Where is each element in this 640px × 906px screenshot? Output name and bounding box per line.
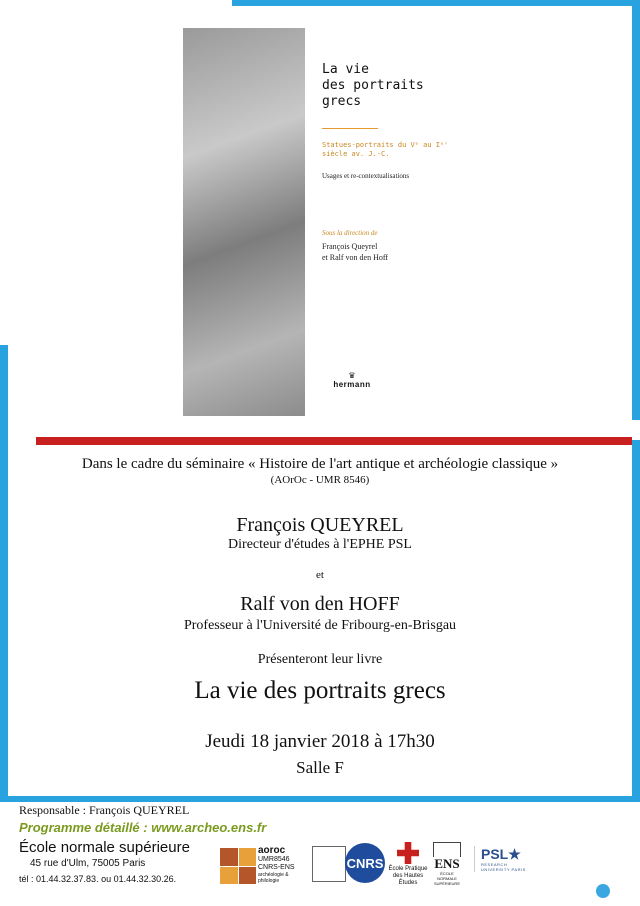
event-room: Salle F bbox=[296, 758, 344, 777]
cover-title: La vie des portraits grecs bbox=[322, 62, 424, 109]
aoroc-line-3: archéologie & philologie bbox=[258, 872, 289, 884]
speaker-2-title: Professeur à l'Université de Fribourg-en-Brisgau bbox=[183, 618, 457, 633]
publisher-logo bbox=[322, 372, 382, 389]
publisher-mark-icon: ♛ bbox=[348, 371, 356, 380]
aoroc-line-2: CNRS-ENS bbox=[258, 864, 295, 871]
ens-building-icon bbox=[433, 842, 461, 857]
speaker-1-title: Directeur d'études à l'EPHE PSL bbox=[228, 537, 412, 552]
conjunction: et bbox=[316, 569, 324, 581]
ephe-cross-icon bbox=[397, 842, 419, 864]
program-link[interactable]: Programme détaillé : www.archeo.ens.fr bbox=[19, 820, 267, 835]
frame-top bbox=[232, 0, 640, 6]
cover-usage: Usages et re-contextualisations bbox=[322, 172, 410, 180]
school-address: 45 rue d'Ulm, 75005 Paris bbox=[30, 858, 146, 869]
ens-subtext: ÉCOLE NORMALE SUPÉRIEURE bbox=[433, 871, 460, 886]
event-date: Jeudi 18 janvier 2018 à 17h30 bbox=[205, 731, 435, 752]
cover-direction-label: Sous la direction de bbox=[322, 229, 378, 237]
responsible-line: Responsable : François QUEYREL bbox=[19, 803, 190, 817]
cnrs-text: CNRS bbox=[346, 855, 384, 871]
frame-right bbox=[632, 0, 640, 420]
statue-photo bbox=[183, 28, 305, 416]
seminar-line: Dans le cadre du séminaire « Histoire de l'art antique et archéologie classique » bbox=[81, 456, 559, 472]
cnrs-logo bbox=[345, 843, 385, 883]
book-title: La vie des portraits grecs bbox=[194, 677, 446, 704]
aoroc-line-1: UMR8546 bbox=[258, 856, 290, 863]
speaker-1-name: François QUEYREL bbox=[236, 514, 404, 536]
ephe-logo bbox=[388, 842, 428, 887]
phone-numbers: tél : 01.44.32.37.83. ou 01.44.32.30.26. bbox=[19, 874, 177, 884]
speaker-2-name: Ralf von den HOFF bbox=[240, 593, 400, 615]
publisher-name: hermann bbox=[333, 380, 371, 389]
aoroc-name: aoroc bbox=[258, 845, 286, 856]
psl-subtext: RESEARCH UNIVERSITY PARIS bbox=[481, 862, 526, 872]
cover-divider bbox=[322, 128, 378, 129]
red-divider bbox=[36, 437, 632, 445]
institution-logo bbox=[220, 848, 256, 884]
corner-dot-icon bbox=[596, 884, 610, 898]
cover-editor-1: François Queyrel bbox=[322, 242, 378, 251]
pen-emblem-logo bbox=[312, 846, 346, 882]
cover-subtitle: Statues-portraits du Vᵉ au Iᵉʳ siècle av. J.-C. bbox=[322, 141, 449, 158]
cover-editor-2: et Ralf von den Hoff bbox=[322, 253, 389, 262]
ens-logo bbox=[430, 842, 464, 886]
psl-logo bbox=[474, 846, 531, 872]
intro-line: Présenteront leur livre bbox=[257, 652, 383, 667]
frame-bottom bbox=[0, 796, 640, 802]
psl-text: PSL★ bbox=[481, 846, 521, 862]
aoroc-logo bbox=[258, 846, 310, 884]
school-name: École normale supérieure bbox=[19, 839, 190, 856]
ephe-text: École Pratique des Hautes Études bbox=[388, 866, 428, 886]
cover-editors bbox=[322, 241, 452, 263]
unit-line: (AOrOc - UMR 8546) bbox=[270, 474, 370, 486]
ens-text: ENS bbox=[434, 856, 460, 871]
